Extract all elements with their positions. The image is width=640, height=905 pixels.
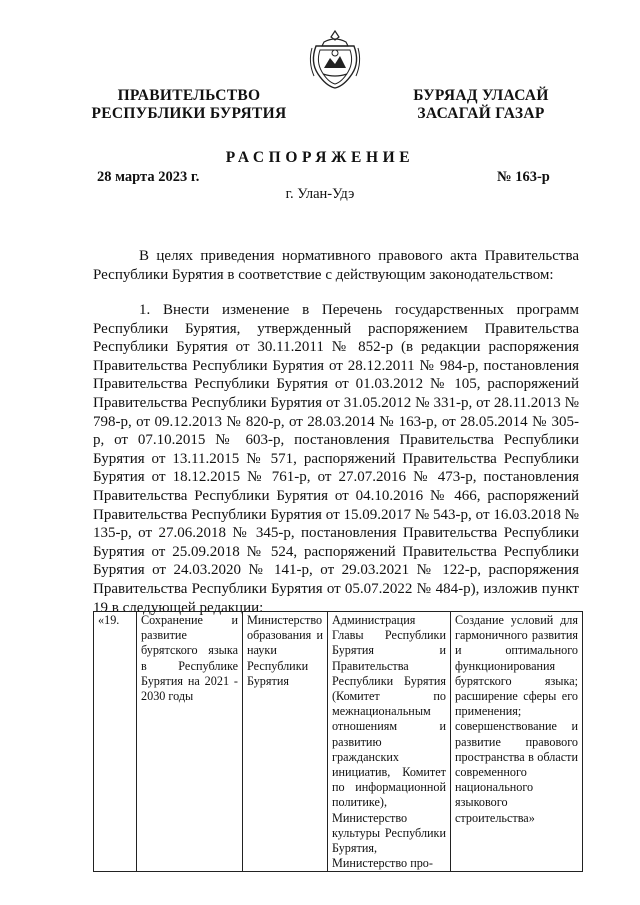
body-paragraph-1-block: [93, 247, 579, 284]
cell-responsible: Министерство образования и науки Республики Бурятия: [243, 612, 328, 872]
header-right-line1: БУРЯАД УЛАСАЙ: [413, 87, 549, 104]
coat-of-arms-icon: [306, 28, 364, 92]
header-right-line2: ЗАСАГАЙ ГАЗАР: [417, 105, 545, 122]
header-left: [84, 87, 294, 123]
document-date: 28 марта 2023 г.: [97, 169, 200, 185]
body-paragraph-2: 1. Внести изменение в Перечень государственных программ Республики Бурятия, утвержденный распоряжением Правительства Республики Бурятия от 30.11.2011 № 852-р (в редакции распоряжения Правительства Республики Бурятия от 28.12.2011 № 984-р, постановления Правительства Республики Бурятия от 01.03.2012 № 105, распоряжений Правительства Республики Бурятия от 31.05.2012 № 331-р, от 28.11.2013 № 798-р, от 09.12.2013 № 820-р, от 28.03.2014 № 163-р, от 28.05.2014 № 305-р, от 07.10.2015 № 603-р, постановления Правительства Республики Бурятия от 13.11.2015 № 571, распоряжений Правительства Республики Бурятия от 18.12.2015 № 761-р, от 27.07.2016 № 473-р, постановления Правительства Республики Бурятия от 04.10.2016 № 466, распоряжений Правительства Республики Бурятия от 15.09.2017 № 543-р, от 16.03.2018 № 135-р, от 27.06.2018 № 345-р, постановления Правительства Республики Бурятия от 25.09.2018 № 524, распоряжений Правительства Республики Бурятия от 24.03.2020 № 141-р, от 29.03.2021 № 122-р, распоряжения Правительства Республики Бурятия от 05.07.2022 № 484-р), изложив пункт 19 в следующей редакции:: [93, 302, 579, 616]
cell-number: «19.: [94, 612, 137, 872]
cell-goals: Создание условий для гармоничного развития и оптимального функционирования бурятского языка; расширение сферы его применения; совершенствование и развитие правового пространства в области современного национального языкового строительства»: [451, 612, 583, 872]
header-left-line1: ПРАВИТЕЛЬСТВО: [117, 87, 261, 104]
document-city: г. Улан-Удэ: [285, 186, 355, 202]
cell-coexecutors: Администрация Главы Республики Бурятия и Правительства Республики Бурятия (Комитет по межнациональным отношениям и развитию гражданских инициатив, Комитет по информационной политике), Министерство культуры Республики Бурятия, Министерство про-: [328, 612, 451, 872]
programs-table: [93, 611, 583, 872]
cell-program: Сохранение и развитие бурятского языка в Республике Бурятия на 2021 - 2030 годы: [137, 612, 243, 872]
body-paragraph-1: В целях приведения нормативного правового акта Правительства Республики Бурятия в соответствие с действующим законодательством:: [93, 248, 579, 283]
header-left-line2: РЕСПУБЛИКИ БУРЯТИЯ: [91, 105, 287, 122]
document-type: РАСПОРЯЖЕНИЕ: [225, 149, 415, 166]
document-number: № 163-р: [497, 169, 550, 185]
body-paragraph-2-block: [93, 301, 579, 617]
table-row: [94, 612, 583, 872]
header-right: [392, 87, 570, 123]
